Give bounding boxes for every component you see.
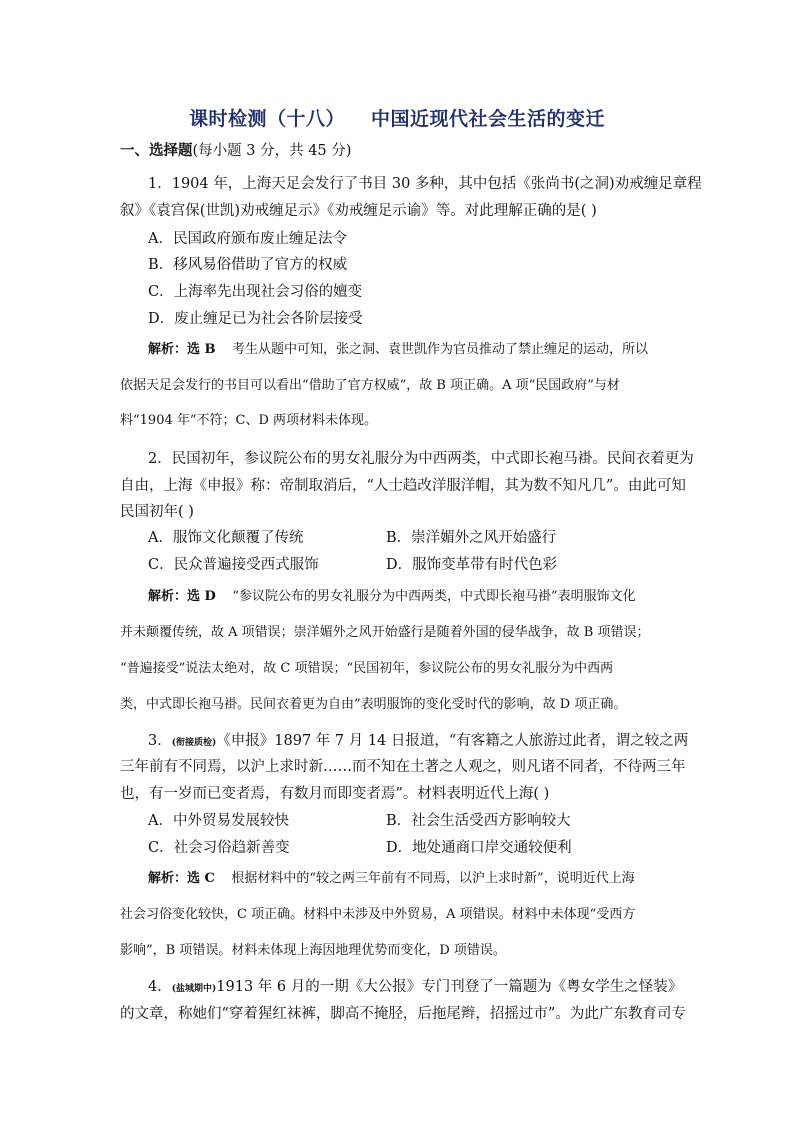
q2-stem-line2: 自由，上海《申报》称：帝制取消后，“人士趋改洋服洋帽，其为数不知凡几”。由此可知 xyxy=(120,478,686,494)
q2-stem-line1: 2．民国初年，参议院公布的男女礼服分为中西两类，中式即长袍马褂。民间衣着更为 xyxy=(148,451,694,467)
q1-stem-line2: 叙》《袁宫保(世凯)劝戒缠足示》《劝戒缠足示谕》等。对此理解正确的是( ) xyxy=(120,203,597,219)
q3-analysis-line1: 解析：选 C 根据材料中的“较之两三年前有不同焉，以沪上求时新”，说明近代上海 xyxy=(148,871,635,886)
q3-stem-line3: 也，有一岁而已变者焉，有数月而即变者焉”。材料表明近代上海( ) xyxy=(120,786,550,802)
q2-analysis-line2: 并未颠覆传统，故 A 项错误；崇洋媚外之风开始盛行是随着外国的侵华战争，故 B 项错误； xyxy=(120,625,650,640)
title-lesson: 课时检测（十八） xyxy=(188,108,345,130)
q3-option-c: C．社会习俗趋新善变 xyxy=(148,840,290,856)
q1-analysis-line3: 料“1904 年”不符；C、D 两项材料未体现。 xyxy=(120,413,378,428)
q1-option-c: C．上海率先出现社会习俗的嬗变 xyxy=(148,284,363,300)
q3-option-a: A．中外贸易发展较快 xyxy=(148,813,289,829)
q3-analysis-line2: 社会习俗变化较快，C 项正确。材料中未涉及中外贸易，A 项错误。材料中未体现“受西方 xyxy=(120,907,636,922)
q3-option-d: D．地处通商口岸交通较便利 xyxy=(386,840,572,856)
q2-analysis-line3: “普遍接受”说法太绝对，故 C 项错误；“民国初年，参议院公布的男女礼服分为中西两 xyxy=(120,661,614,676)
q2-option-a: A．服饰文化颠覆了传统 xyxy=(148,530,304,546)
q1-stem-line1: 1．1904 年，上海天足会发行了书目 30 多种，其中包括《张尚书(之洞)劝戒缠足章程 xyxy=(148,176,702,192)
q3-analysis-line3: 影响”，B 项错误。材料未体现上海因地理优势而变化，D 项错误。 xyxy=(120,943,506,958)
q2-analysis-line4: 类，中式即长袍马褂。民间衣着更为自由”表明服饰的变化受时代的影响，故 D 项正确。 xyxy=(120,697,627,712)
q1-analysis-line1: 解析：选 B 考生从题中可知，张之洞、袁世凯作为官员推动了禁止缠足的运动，所以 xyxy=(148,342,649,357)
q4-stem-line2: 的文章，称她们“穿着猩红袜裤，脚高不掩胫，后拖尾辫，招摇过市”。为此广东教育司专 xyxy=(120,1006,686,1022)
q4-stem-line1: 4．(盐城期中)1913 年 6 月的一期《大公报》专门刊登了一篇题为《粤女学生之怪装》 xyxy=(148,979,683,995)
q1-analysis-line2: 依据天足会发行的书目可以看出“借助了官方权威”，故 B 项正确。A 项“民国政府”与材 xyxy=(120,378,620,393)
q2-option-c: C．民众普遍接受西式服饰 xyxy=(148,557,319,573)
q1-option-b: B．移风易俗借助了官方的权威 xyxy=(148,257,348,273)
q3-option-b: B．社会生活受西方影响较大 xyxy=(386,813,571,829)
q3-stem-line1: 3．(衔接质检)《申报》1897 年 7 月 14 日报道，“有客籍之人旅游过此者，谓之较之两 xyxy=(148,733,689,749)
q2-analysis-line1: 解析：选 D “参议院公布的男女礼服分为中西两类，中式即长袍马褂”表明服饰文化 xyxy=(148,589,636,604)
q2-option-d: D．服饰变革带有时代色彩 xyxy=(386,557,558,573)
q1-option-d: D．废止缠足已为社会各阶层接受 xyxy=(148,311,363,327)
title-topic: 中国近现代社会生活的变迁 xyxy=(371,108,606,130)
q1-option-a: A．民国政府颁布废止缠足法令 xyxy=(148,231,347,247)
q2-option-b: B．崇洋媚外之风开始盛行 xyxy=(386,530,557,546)
section-heading: 一、选择题(每小题 3 分，共 45 分) xyxy=(120,142,352,159)
q3-stem-line2: 三年前有不同焉，以沪上求时新……而不知在土著之人观之，则凡诸不同者，不待两三年 xyxy=(120,759,686,775)
page-title xyxy=(0,104,794,131)
q2-stem-line3: 民国初年( ) xyxy=(120,504,194,520)
